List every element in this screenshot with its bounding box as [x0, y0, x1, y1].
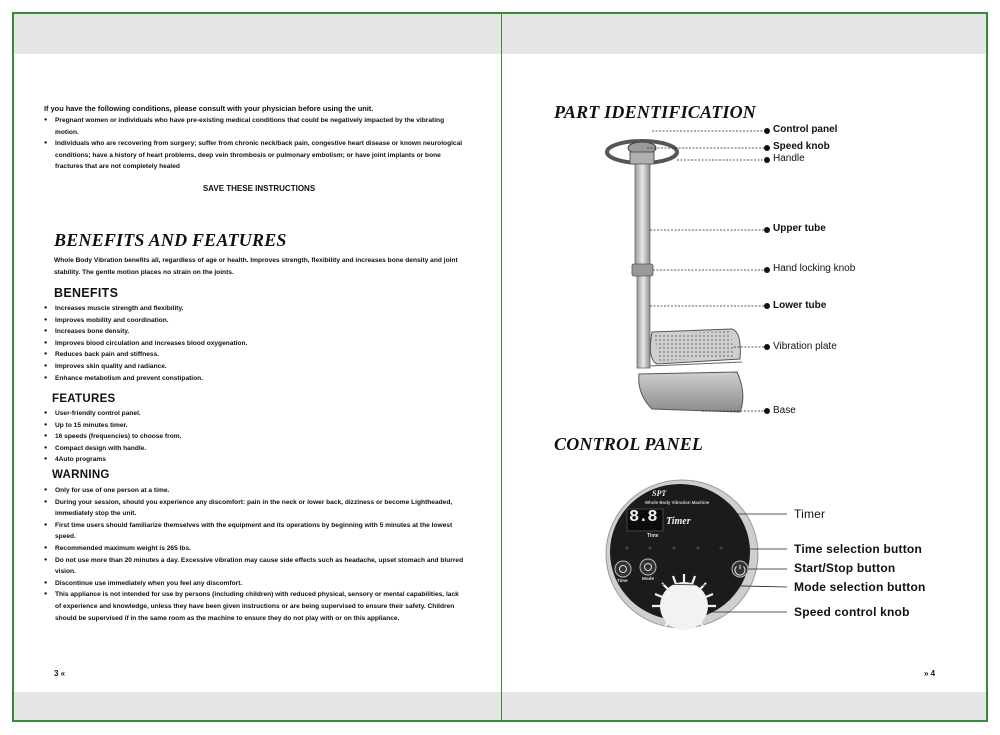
part-label-lower-tube: Lower tube [773, 300, 827, 311]
panel-time-label: Time [647, 533, 659, 539]
warning-item: ● First time users should familiarize themselves with the equipment and its operations by beginning with 5 minutes at the lowest speed. [44, 520, 464, 543]
feature-item: ● Up to 15 minutes timer. [44, 420, 464, 432]
panel-time-button-label: Time [617, 578, 628, 583]
part-label-vibration-plate: Vibration plate [773, 341, 837, 352]
warning-item: ● During your session, should you experience any discomfort: pain in the neck or lower back, dizziness or become Lightheaded, immediately stop the unit. [44, 497, 464, 520]
page-number-left: 3 « [54, 669, 66, 678]
feature-item: ● 16 speeds (frequencies) to choose from. [44, 431, 464, 443]
bottom-band [14, 692, 501, 720]
part-label-base: Base [773, 405, 796, 416]
part-label-upper-tube: Upper tube [773, 223, 826, 234]
part-label-speed-knob: Speed knob [773, 141, 830, 152]
feature-item: ● User-friendly control panel. [44, 408, 464, 420]
control-panel-title: CONTROL PANEL [554, 434, 704, 454]
panel-timer-word: Timer [666, 516, 691, 527]
right-page [501, 12, 988, 722]
consult-list [44, 115, 464, 173]
control-label-timer: Timer [794, 507, 826, 521]
benefit-item: ● Improves blood circulation and increases blood oxygenation. [44, 338, 464, 350]
part-label-hand-locking-knob: Hand locking knob [773, 263, 856, 274]
benefit-item: ● Increases bone density. [44, 326, 464, 338]
time-button [615, 561, 631, 577]
consult-item: ● Individuals who are recovering from surgery; suffer from chronic neck/back pain, congestive heart disease or known neurological conditions; have a history of heart problems, deep vein thrombosis or pulmonary embolism; or have joint implants or bone fractures that are not completely healed [44, 138, 464, 173]
part-identification-title: PART IDENTIFICATION [554, 102, 757, 122]
bottom-band [502, 692, 986, 720]
benefits-list [44, 303, 464, 384]
panel-brand: SPT [652, 489, 667, 498]
save-instructions: SAVE THESE INSTRUCTIONS [202, 184, 316, 193]
warning-item: ● Do not use more than 20 minutes a day. Excessive vibration may cause side effects such as headache, upset stomach and blurred vision. [44, 555, 464, 578]
benefit-item: ● Improves skin quality and radiance. [44, 361, 464, 373]
control-label-mode-selection: Mode selection button [794, 580, 926, 594]
feature-item: ● 4Auto programs [44, 454, 464, 466]
features-title: FEATURES [52, 393, 116, 405]
warning-item: ● Discontinue use immediately when you feel any discomfort. [44, 578, 464, 590]
warning-item: ● Recommended maximum weight is 265 lbs. [44, 543, 464, 555]
part-label-handle: Handle [773, 153, 805, 164]
benefits-title: BENEFITS [54, 286, 119, 300]
benefit-item: ● Reduces back pain and stiffness. [44, 349, 464, 361]
consult-heading: If you have the following conditions, please consult with your physician before using the unit. [44, 104, 374, 113]
features-list [44, 408, 464, 466]
control-label-start-stop: Start/Stop button [794, 561, 896, 575]
page-number-right: » 4 [924, 669, 936, 678]
benefit-item: ● Increases muscle strength and flexibility. [44, 303, 464, 315]
warning-item: ● This appliance is not intended for use by persons (including children) with reduced physical, sensory or mental capabilities, lack of experience and knowledge, unless they have been given instructions or are being supervised to ensure their safety. Children should be supervised if in the same room as the machine to ensure they do not play with or on this appliance. [44, 589, 464, 624]
intro-text: Whole Body Vibration benefits all, regardless of age or health. Improves strength, flexibility and increases bone density and joint stability. The gentle motion places no strain on the joints. [54, 257, 458, 276]
benefit-item: ● Improves mobility and coordination. [44, 315, 464, 327]
mode-button [640, 559, 656, 575]
control-label-speed-knob: Speed control knob [794, 605, 910, 619]
control-label-time-selection: Time selection button [794, 542, 922, 556]
warnings-list [44, 485, 464, 624]
top-band [14, 14, 501, 54]
feature-item: ● Compact design with handle. [44, 443, 464, 455]
benefit-item: ● Enhance metabolism and prevent constipation. [44, 373, 464, 385]
benefits-features-title: BENEFITS AND FEATURES [54, 230, 287, 250]
warning-title: WARNING [52, 469, 110, 481]
panel-mode-button-label: Mode [642, 576, 654, 581]
consult-item: ● Pregnant women or individuals who have pre-existing medical conditions that could be negatively impacted by the vibrating motion. [44, 115, 464, 138]
part-label-control-panel: Control panel [773, 124, 838, 135]
left-page [12, 12, 502, 722]
warning-item: ● Only for use of one person at a time. [44, 485, 464, 497]
control-panel-illustration [502, 14, 988, 722]
panel-model: Whole Body Vibration Machine [645, 500, 710, 505]
panel-display-digits: 8.8 [629, 508, 657, 527]
